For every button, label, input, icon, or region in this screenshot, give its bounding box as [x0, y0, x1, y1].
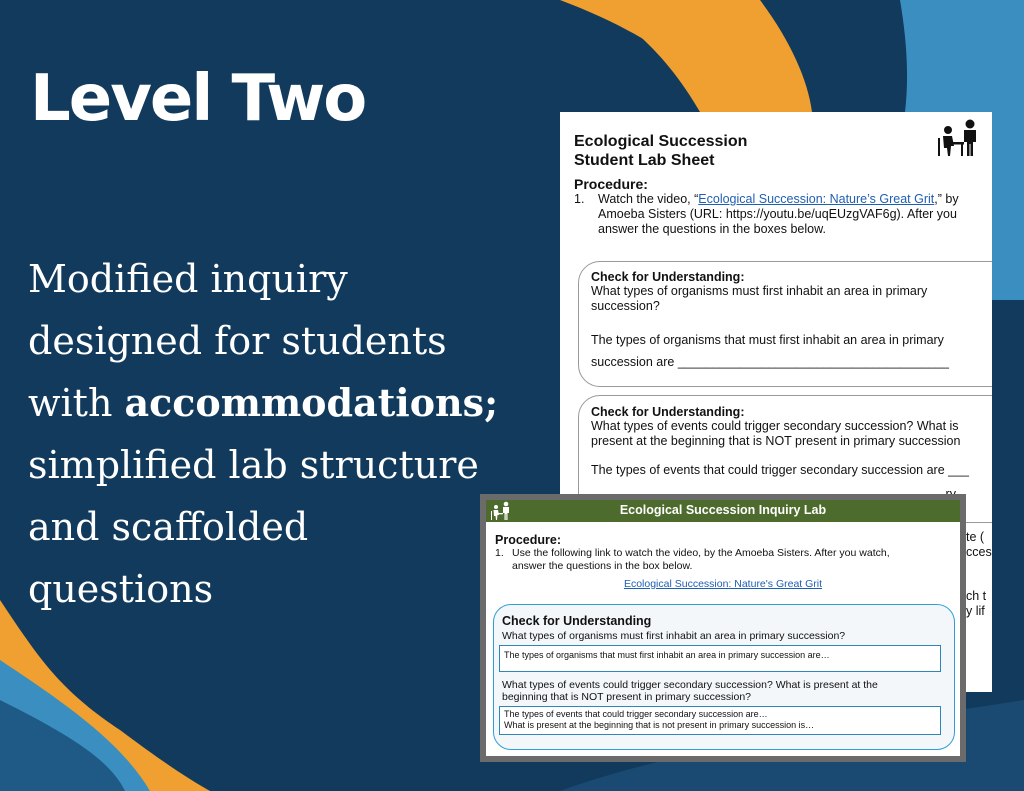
clipped-text-fragment: te ( — [966, 530, 985, 544]
step-number: 1. — [495, 547, 504, 559]
desc-line-3-pre: with — [28, 381, 125, 425]
desc-line-2: designed for students — [28, 319, 447, 363]
answer-2-prompt-line-1: The types of events that could trigger secondary succession are… — [504, 709, 768, 719]
teacher-student-icon — [932, 112, 988, 160]
answer-1-prompt: The types of organisms that must first inhabit an area in primary succession are… — [504, 650, 830, 660]
answer-field-1[interactable] — [499, 645, 941, 672]
desc-line-3-bold: accommodations; — [124, 380, 499, 425]
lab-sheet-title-line-2: Student Lab Sheet — [574, 152, 715, 169]
check-heading: Check for Understanding — [502, 614, 652, 628]
step-line-1-pre: Watch the video, “ — [598, 192, 699, 206]
inquiry-lab-page — [486, 500, 960, 756]
description-text — [28, 248, 548, 620]
answer-line: The types of events that could trigger secondary succession are ___ — [591, 463, 969, 477]
question-1: What types of organisms must first inhabit an area in primary succession? — [502, 630, 846, 642]
check-understanding-box — [493, 604, 955, 750]
check-heading: Check for Understanding: — [591, 270, 745, 284]
desc-line-1: Modified inquiry — [28, 257, 348, 301]
step-line-2: Amoeba Sisters (URL: https://youtu.be/uqEUzgVAF6g). After you — [598, 207, 957, 221]
check-heading: Check for Understanding: — [591, 405, 745, 419]
inquiry-lab-sheet-preview — [480, 494, 966, 762]
check-understanding-box-1 — [578, 261, 992, 387]
answer-2-prompt-line-2: What is present at the beginning that is not present in primary succession is… — [504, 720, 815, 730]
question-line: What types of events could trigger secondary succession? What is — [591, 419, 959, 433]
lab-title-bar — [486, 500, 960, 522]
page-title: Level Two — [30, 62, 366, 136]
clipped-text-fragment: ch t — [966, 589, 987, 603]
step-line-1: Use the following link to watch the video, by the Amoeba Sisters. After you watch, — [512, 547, 890, 559]
clipped-text-fragment: y lif — [966, 604, 985, 618]
lab-bar-title: Ecological Succession Inquiry Lab — [619, 503, 827, 517]
desc-line-4: simplified lab structure — [28, 443, 479, 487]
question-line: What types of organisms must first inhabit an area in primary — [591, 284, 928, 298]
desc-line-5: and scaffolded — [28, 505, 309, 549]
lab-sheet-title — [574, 132, 747, 170]
question-line: succession? — [591, 299, 660, 313]
video-link[interactable]: Ecological Succession: Nature's Great Grit — [623, 578, 823, 590]
answer-field-2[interactable] — [499, 706, 941, 735]
step-text — [598, 192, 959, 237]
answer-line: succession are _______________________________________ — [591, 355, 949, 369]
clipped-text-fragment: cces — [966, 545, 992, 559]
step-number: 1. — [574, 192, 585, 206]
lab-sheet-title-line-1: Ecological Succession — [574, 133, 748, 150]
question-line: present at the beginning that is NOT present in primary succession — [591, 434, 961, 448]
question-2 — [502, 679, 878, 703]
procedure-label: Procedure: — [495, 533, 561, 547]
answer-line: The types of organisms that must first inhabit an area in primary — [591, 333, 944, 347]
step-line-3: answer the questions in the boxes below. — [598, 222, 826, 236]
step-text — [512, 547, 890, 573]
step-line-1-post: ,” by — [934, 192, 959, 206]
question-2-line-1: What types of events could trigger secondary succession? What is present at the — [502, 679, 878, 691]
step-line-2: answer the questions in the box below. — [512, 560, 693, 572]
question-2-line-2: beginning that is NOT present in primary succession? — [502, 691, 752, 703]
procedure-label: Procedure: — [574, 176, 648, 192]
video-link[interactable]: Ecological Succession: Nature’s Great Grit — [698, 192, 935, 206]
desc-line-6: questions — [28, 567, 214, 611]
